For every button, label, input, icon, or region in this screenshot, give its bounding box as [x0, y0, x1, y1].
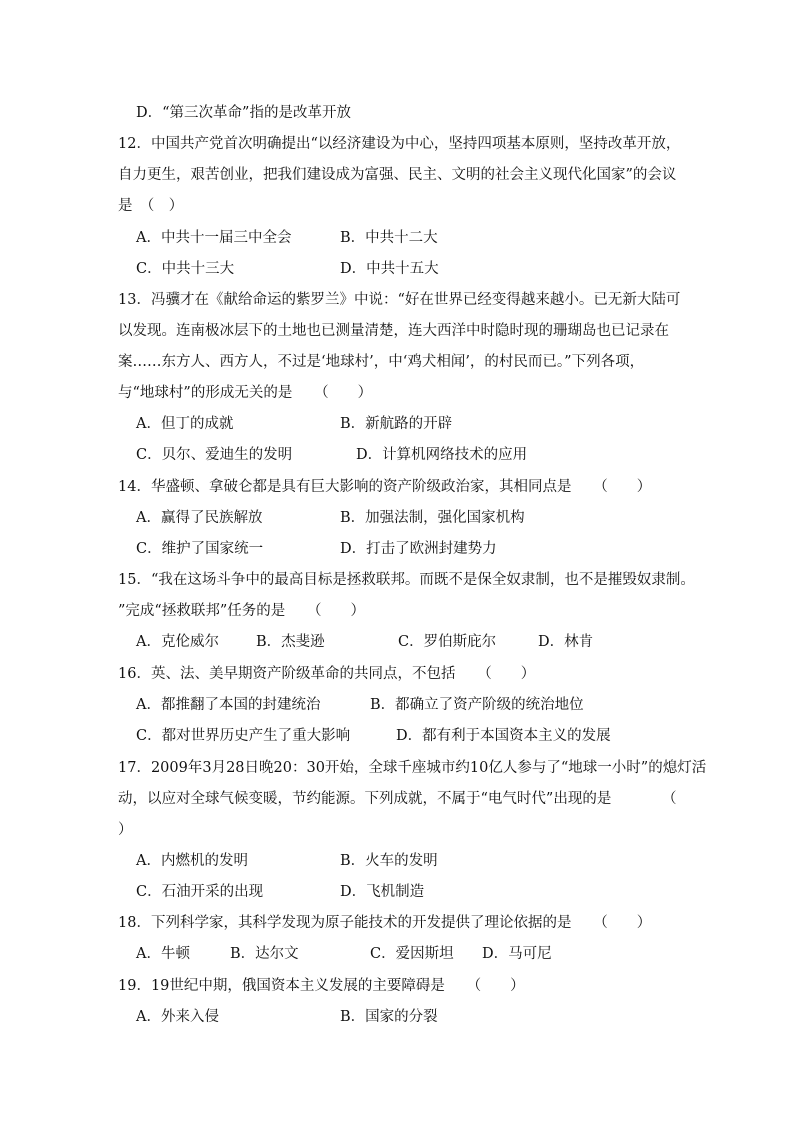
- q17-option-c: C．石油开采的出现: [136, 884, 264, 900]
- q12-option-a: A．中共十一届三中全会: [136, 230, 292, 246]
- q19-option-a: A．外来入侵: [136, 1009, 219, 1025]
- q14-option-b: B．加强法制，强化国家机构: [340, 510, 525, 526]
- q15-option-d: D．林肯: [538, 634, 594, 650]
- q12-option-c: C．中共十三大: [136, 261, 235, 277]
- q17-stem-line-1: 17．2009年3月28日晚20：30开始，全球千座城市约10亿人参与了“地球一小时”的熄灯活: [118, 760, 707, 776]
- q16-option-a: A．都推翻了本国的封建统治: [136, 697, 321, 713]
- q13-stem-line-4: 与“地球村”的形成无关的是 （ ）: [118, 385, 373, 401]
- q17-option-b: B．火车的发明: [340, 853, 438, 869]
- q15-option-a: A．克伦威尔: [136, 634, 219, 650]
- q16-option-b: B．都确立了资产阶级的统治地位: [370, 697, 584, 713]
- q13-option-a: A．但丁的成就: [136, 416, 234, 432]
- q11-option-d: D．“第三次革命”指的是改革开放: [136, 105, 351, 121]
- q17-option-d: D．飞机制造: [340, 884, 425, 900]
- q12-option-b: B．中共十二大: [340, 230, 438, 246]
- q15-option-b: B．杰斐逊: [256, 634, 325, 650]
- q15-option-c: C．罗伯斯庇尔: [398, 634, 497, 650]
- q18-option-a: A．牛顿: [136, 946, 190, 962]
- q12-stem-line-1: 12．中国共产党首次明确提出“以经济建设为中心，坚持四项基本原则，坚持改革开放，: [118, 136, 681, 152]
- q13-stem-line-2: 以发现。连南极冰层下的土地也已测量清楚，连大西洋中时隐时现的珊瑚岛也已记录在: [118, 323, 669, 339]
- q13-stem-line-3: 案……东方人、西方人，不过是‘地球村’，中‘鸡犬相闻’，的村民而已。”下列各项，: [118, 354, 645, 370]
- q17-stem-line-2: 动，以应对全球气候变暖，节约能源。下列成就，不属于“电气时代”出现的是: [118, 791, 612, 807]
- q17-paren-open: （: [662, 791, 677, 807]
- q16-stem-line-1: 16．英、法、美早期资产阶级革命的共同点，不包括 （ ）: [118, 666, 536, 682]
- q14-option-c: C．维护了国家统一: [136, 541, 264, 557]
- q14-option-d: D．打击了欧洲封建势力: [340, 541, 497, 557]
- q13-stem-line-1: 13．冯骥才在《献给命运的紫罗兰》中说：“好在世界已经变得越来越小。已无新大陆可: [118, 292, 681, 308]
- q14-stem-line-1: 14．华盛顿、拿破仑都是具有巨大影响的资产阶级政治家，其相同点是 （ ）: [118, 479, 652, 495]
- q13-option-c: C．贝尔、爱迪生的发明: [136, 447, 293, 463]
- q14-option-a: A．赢得了民族解放: [136, 510, 263, 526]
- q16-option-c: C．都对世界历史产生了重大影响: [136, 728, 351, 744]
- q18-option-c: C．爱因斯坦: [370, 946, 454, 962]
- q15-stem-line-1: 15．“我在这场斗争中的最高目标是拯救联邦。而既不是保全奴隶制，也不是摧毁奴隶制。: [118, 572, 695, 588]
- q19-option-b: B．国家的分裂: [340, 1009, 438, 1025]
- q18-stem-line-1: 18．下列科学家，其科学发现为原子能技术的开发提供了理论依据的是 （ ）: [118, 915, 652, 931]
- q12-stem-line-3: 是 （ ）: [118, 198, 184, 214]
- q12-stem-line-2: 自力更生，艰苦创业，把我们建设成为富强、民主、文明的社会主义现代化国家”的会议: [118, 167, 677, 183]
- q12-option-d: D．中共十五大: [340, 261, 439, 277]
- q18-option-b: B．达尔文: [230, 946, 299, 962]
- q18-option-d: D．马可尼: [482, 946, 552, 962]
- q17-option-a: A．内燃机的发明: [136, 853, 248, 869]
- q13-option-d: D．计算机网络技术的应用: [356, 447, 528, 463]
- q17-stem-line-3: ）: [118, 822, 133, 838]
- q13-option-b: B．新航路的开辟: [340, 416, 453, 432]
- q19-stem-line-1: 19．19世纪中期，俄国资本主义发展的主要障碍是 （ ）: [118, 978, 525, 994]
- q16-option-d: D．都有利于本国资本主义的发展: [396, 728, 611, 744]
- q15-stem-line-2: ”完成“拯救联邦”任务的是 （ ）: [118, 603, 365, 619]
